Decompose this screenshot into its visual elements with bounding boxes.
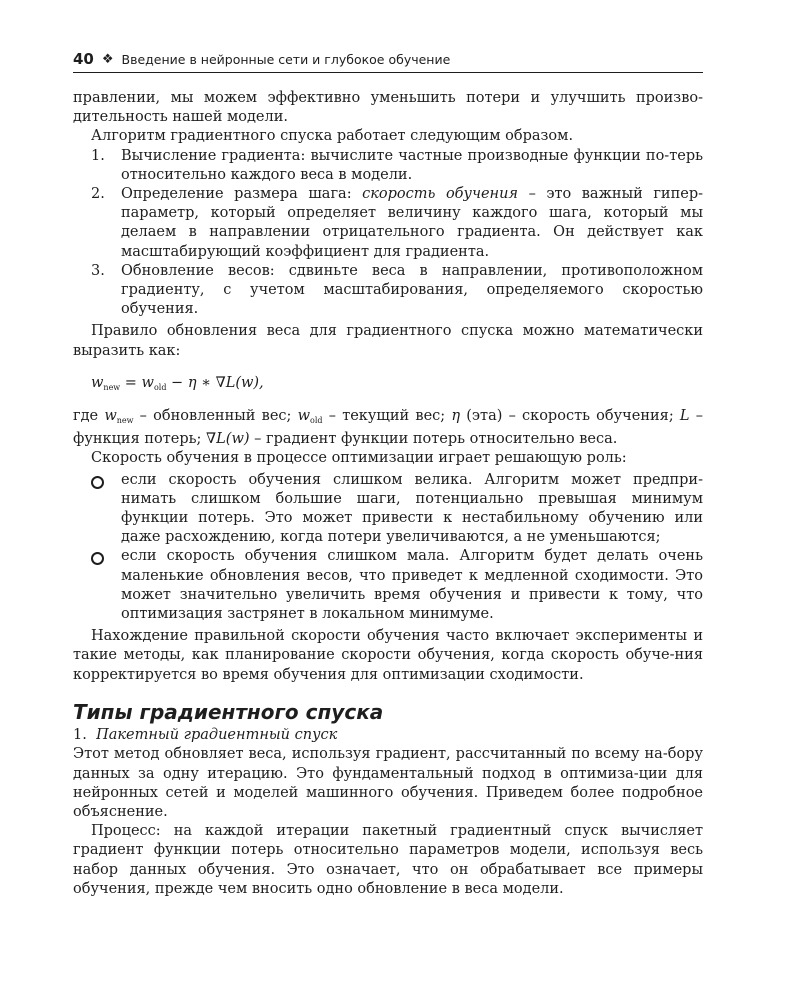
running-header (73, 46, 703, 73)
paragraph-algorithm-intro: Алгоритм градиентного спуска работает следующим образом. (91, 128, 574, 145)
text-run: (эта) – скорость обучения; (460, 408, 680, 425)
subsection-number: 1. (73, 727, 87, 744)
list-item-text: Обновление весов: сдвиньте веса в направлении, противоположном градиенту, с учетом масштабирования, определяемого скоростью обучения. (121, 262, 703, 318)
paragraph-continuation: правлении, мы можем эффективно уменьшить потери и улучшить произво-дительность нашей модели. (73, 90, 703, 126)
list-item-text: Определение размера шага: (121, 186, 363, 203)
list-item-text: Вычисление градиента: вычислите частные производные функции по-терь относительно каждого веса в модели. (121, 147, 703, 183)
list-number: 3. (91, 262, 105, 279)
page-number: 40 (73, 50, 94, 68)
list-item (73, 147, 703, 185)
formula-rest: − η ∗ ∇L(w), (166, 374, 264, 391)
text-run: где (73, 408, 105, 425)
formula-subscript: old (310, 416, 323, 426)
list-item (73, 262, 703, 320)
paragraph-lr-intro: Скорость обучения в процессе оптимизации играет решающую роль: (91, 450, 627, 467)
list-number: 2. (91, 186, 105, 203)
subsection-title-text: Пакетный градиентный спуск (96, 727, 338, 744)
formula-symbol: w (141, 374, 154, 391)
formula-symbol: w (297, 408, 311, 425)
formula-symbol: w (104, 408, 117, 425)
subsection-title (73, 726, 703, 745)
list-item (73, 547, 703, 624)
bullets-list (73, 471, 703, 625)
formula-subscript: old (153, 382, 167, 392)
list-item-text: – это важный гипер-параметр, который определяет величину каждого шага, который мы делаем в направлении отрицательного градиента. Он действует как масштабирующий коэффициент для градиента. (121, 186, 704, 260)
book-page (73, 46, 703, 899)
text-run: – текущий вес; (322, 408, 452, 425)
text-run: – функция потерь; (73, 408, 703, 448)
formula-symbol: ∇L(w) (206, 431, 250, 448)
circle-bullet-icon (91, 476, 104, 489)
formula-operator: = (120, 374, 142, 391)
list-item (73, 185, 703, 262)
running-title: Введение в нейронные сети и глубокое обучение (121, 51, 451, 67)
text-run: – обновленный вес; (133, 408, 298, 425)
formula-symbol: w (91, 374, 104, 391)
paragraph-closing: Нахождение правильной скорости обучения часто включает эксперименты и такие методы, как планирование скорости обучения, когда скорость обуче-ния корректируется во время обучения для оптимизации сходимости. (73, 628, 703, 683)
section-heading: Типы градиентного спуска (73, 699, 384, 724)
paragraph-section-1: Этот метод обновляет веса, используя градиент, рассчитанный по всему на-бору данных за одну итерацию. Это фундаментальный подход в оптимиза-ции для нейронных сетей и моделей машинного обучения. Приведем более подробное объяснение. (73, 746, 703, 820)
paragraph-section-2: Процесс: на каждой итерации пакетный градиентный спуск вычисляет градиент функции потерь относительно параметров модели, используя весь набор данных обучения. Это означает, что он обрабатывает все примеры обучения, прежде чем вносить одно обновление в веса модели. (73, 823, 703, 897)
paragraph-rule-intro: Правило обновления веса для градиентного спуска можно математически выразить как: (73, 323, 703, 359)
list-item-text: если скорость обучения слишком мала. Алгоритм будет делать очень маленькие обновления весов, что приведет к медленной сходимости. Это может значительно увеличить время обучения и привести к тому, что оптимизация застрянет в локальном минимуме. (121, 548, 703, 623)
list-item-text: если скорость обучения слишком велика. Алгоритм может предпри-нимать слишком большие шаги, потенциально превышая минимум функции потерь. Это может привести к нестабильному обучению или даже расхождению, когда потери увеличиваются, а не уменьшаются; (121, 471, 703, 546)
four-diamond-icon: ❖ (101, 51, 114, 67)
circle-bullet-icon (91, 552, 104, 565)
emphasis-term: скорость обучения (362, 186, 519, 203)
formula-symbol: L (679, 408, 690, 425)
steps-list (73, 147, 703, 320)
paragraph-where (73, 407, 703, 449)
list-item (73, 471, 703, 548)
text-run: – градиент функции потерь относительно веса. (249, 431, 618, 448)
page-body (73, 89, 703, 899)
formula-subscript: new (103, 382, 121, 392)
formula-subscript: new (116, 416, 134, 426)
update-formula (91, 374, 703, 397)
list-number: 1. (91, 147, 105, 164)
formula-symbol: η (451, 408, 461, 425)
